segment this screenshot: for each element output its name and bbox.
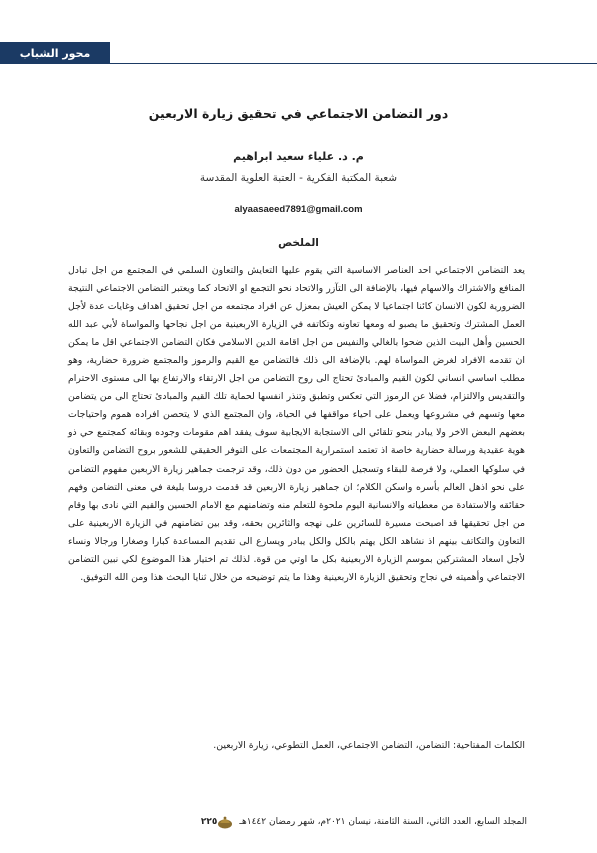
page-number: ٢٢٥: [200, 817, 218, 827]
author-name: م. د. علياء سعيد ابراهيم: [233, 150, 364, 163]
section-label: محور الشباب: [19, 46, 91, 60]
section-tab: [0, 42, 110, 64]
journal-emblem-icon: [217, 815, 233, 829]
abstract-heading: الملخص: [278, 237, 319, 249]
author-affiliation: شعبة المكتبة الفكرية - العتبة العلوية المقدسة: [199, 172, 398, 184]
abstract-body: يعد التضامن الاجتماعي احد العناصر الاساسية التي يقوم عليها التعايش والتعاون السلمي في المجتمع من اجل تبادل المنافع والاشتراك والاسهام فيها، بالإضافة الى التآزر والاتحاد نحو التجمع او الاتحاد كما ويعتبر التضامن الاجتماعي النتيجة الضرورية لكون الانسان كائنا اجتماعيا لا يمكن العيش بمعزل عن افراد مجتمعه من اجل تحقيق اهداف وغايات عدة لأجل العمل المشترك وتحقيق ما يصبو له ومعها تعاونه وتكاتفه في الزيارة الاربعينية من اجل نجاحها والمواساة لأبي عبد الله الحسين وأهل البيت الذين ضحوا بالغالي والنفيس من اجل اقامة الدين الاسلامي فكان التضامن الاجتماعي اقل ما يمكن ان تقدمه الافراد لغرض المواساة لهم. بالإضافة الى ذلك فالتضامن مع القيم والرموز والمجتمع ضرورة حضارية، وهو مطلب اساسي انساني لكون القيم والمبادئ تحتاج الى روح التضامن من اجل الارتقاء والارتفاع بها الى مستوى الاحترام والتقديس والالتزام، فضلا عن الرموز التي تعكس وتطبق وتنذر انفسها لحماية تلك القيم والمبادئ تحتاج الى من يتضامن معها وتسهم في مشروعها ويعمل على احياء مواقفها في الحياة، وان المجتمع الذي لا يتحصن افراده هموم واحتياجات بعضهم البعض الاخر ولا يبادر بنحو تلقائي الى الاستجابة الايجابية سوف يفقد اهم مقومات وجوده وبقائه كمجتمع حي ذو هوية عقيدية ورسالة حضارية خاصة اذ تعتمد استمرارية المجتمعات على التوفر الحقيقي للشعور بروح التضامن والتعاون في سلوكها العملي، ولا فرصة للبقاء وتسجيل الحضور من دون ذلك، وقد ترجمت جماهير زيارة الاربعين مفهوم التضامن على نحو اذهل العالم بأسره واسكن الكلام؛ ان جماهير زيارة الاربعين قد قدمت دروسا بليغة في معنى التضامن وفهم حقائقه والاستفادة من معطياته والانسانية اليوم ملحوة للتعلم منه وتضامنهم مع الامام الحسين والقيم التي نادى بها وقام من اجل تحقيقها قد اصبحت مسيرة للسائرين على نهجه والثائرين بحقه، وقد بين تضامنهم في الزيارة الاربعينية على التعاون والتكاتف بينهم اذ نشاهد الكل يهتم بالكل والكل يبادر ويسارع الى تقديم المساعدة كبارا وصغارا ورجالا ونساء لأجل اسعاد المشتركين بموسم الزيارة الاربعينية بكل ما اوتي من قوة. لذلك تم اختيار هذا الموضوع لكي نبين التضامن الاجتماعي وأهميته في نجاح وتحقيق الزيارة الاربعينية وهذا ما يتم توضيحه من خلال ثنايا البحث هذا ومن الله التوفيق.: [68, 265, 525, 583]
page-footer: [68, 812, 527, 832]
journal-line: المجلد السابع، العدد الثاني، السنة الثامنة، نيسان ٢٠٢١م، شهر رمضان ١٤٤٢هـ: [239, 817, 527, 827]
keywords-line: الكلمات المفتاحية: التضامن، التضامن الاجتماعي، العمل التطوعي، زيارة الاربعين.: [213, 740, 525, 751]
header-rule: [0, 63, 597, 64]
article-title: دور التضامن الاجتماعي في تحقيق زيارة الاربعين: [148, 106, 449, 121]
author-email[interactable]: alyaasaeed7891@gmail.com: [234, 204, 363, 215]
